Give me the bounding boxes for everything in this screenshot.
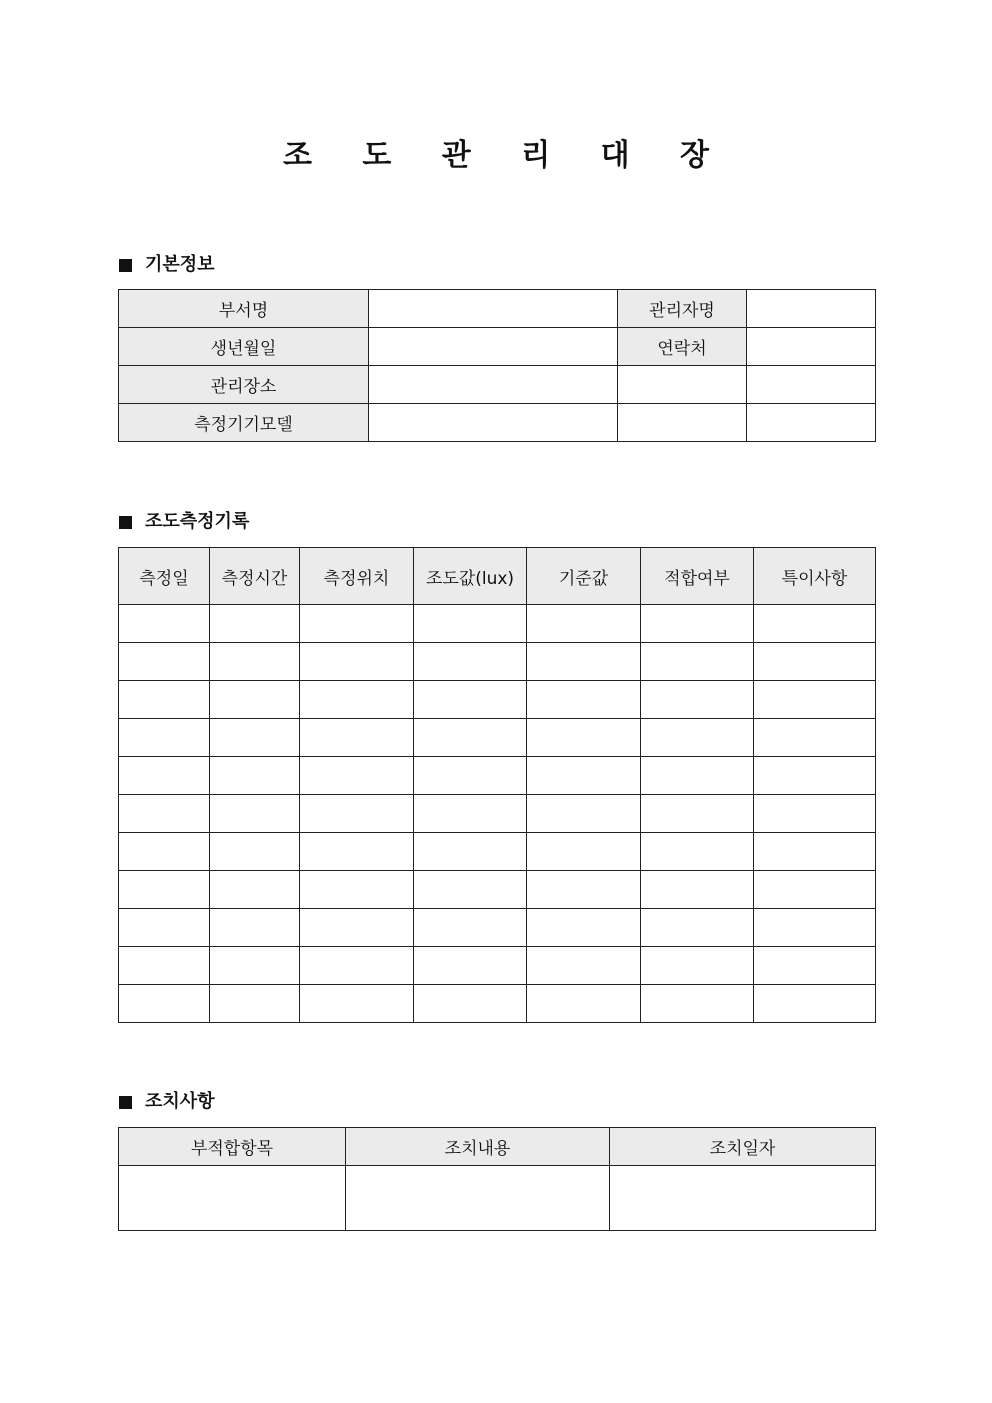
table-cell[interactable] <box>527 605 641 643</box>
table-cell[interactable] <box>119 795 210 833</box>
table-cell[interactable] <box>754 985 876 1023</box>
table-cell[interactable] <box>754 871 876 909</box>
table-cell[interactable] <box>300 985 414 1023</box>
section-measure-heading <box>119 510 249 534</box>
section-action-label: 조치사항 <box>145 1091 215 1112</box>
table-cell[interactable] <box>210 871 300 909</box>
table-cell[interactable] <box>754 719 876 757</box>
manager-value-cell[interactable] <box>747 290 876 328</box>
measure-table <box>118 547 876 1023</box>
section-basic-label: 기본정보 <box>145 254 215 275</box>
table-cell[interactable] <box>641 605 754 643</box>
table-cell[interactable] <box>754 681 876 719</box>
table-cell[interactable] <box>414 871 527 909</box>
table-row <box>119 909 876 947</box>
table-cell[interactable] <box>641 947 754 985</box>
table-cell[interactable] <box>414 757 527 795</box>
section-action-heading <box>119 1090 215 1114</box>
table-cell[interactable] <box>527 795 641 833</box>
table-cell[interactable] <box>527 833 641 871</box>
device-label: 측정기기모델 <box>119 404 369 442</box>
table-cell[interactable] <box>414 605 527 643</box>
table-cell[interactable] <box>119 947 210 985</box>
table-cell[interactable] <box>641 757 754 795</box>
column-header: 적합여부 <box>641 548 754 605</box>
table-cell[interactable] <box>754 643 876 681</box>
table-cell[interactable] <box>641 871 754 909</box>
column-header: 조치내용 <box>346 1128 610 1166</box>
table-row <box>119 681 876 719</box>
birth-label: 생년월일 <box>119 328 369 366</box>
table-row <box>119 947 876 985</box>
table-cell[interactable] <box>414 833 527 871</box>
table-cell[interactable] <box>300 757 414 795</box>
table-cell[interactable] <box>119 909 210 947</box>
page-title: 조 도 관 리 대 장 <box>282 138 730 173</box>
column-header: 부적합항목 <box>119 1128 346 1166</box>
action-table-body <box>119 1166 876 1231</box>
table-cell[interactable] <box>754 833 876 871</box>
table-cell[interactable] <box>414 795 527 833</box>
table-cell[interactable] <box>754 795 876 833</box>
square-bullet-icon <box>119 516 132 529</box>
square-bullet-icon <box>119 259 132 272</box>
table-cell[interactable] <box>210 719 300 757</box>
table-cell[interactable] <box>527 643 641 681</box>
table-cell[interactable] <box>414 643 527 681</box>
table-cell[interactable] <box>527 909 641 947</box>
table-cell[interactable] <box>414 719 527 757</box>
section-measure-label: 조도측정기록 <box>145 511 250 532</box>
table-cell[interactable] <box>641 795 754 833</box>
table-cell[interactable] <box>300 681 414 719</box>
table-row <box>119 833 876 871</box>
table-row <box>119 328 876 366</box>
place-label: 관리장소 <box>119 366 369 404</box>
table-cell[interactable] <box>300 833 414 871</box>
table-row <box>119 643 876 681</box>
measure-table-body <box>119 605 876 1023</box>
table-cell[interactable] <box>527 871 641 909</box>
table-cell[interactable] <box>210 681 300 719</box>
table-cell[interactable] <box>527 985 641 1023</box>
table-cell[interactable] <box>300 909 414 947</box>
table-cell[interactable] <box>527 757 641 795</box>
table-row <box>119 605 876 643</box>
column-header: 특이사항 <box>754 548 876 605</box>
table-cell[interactable] <box>641 833 754 871</box>
table-cell[interactable] <box>119 757 210 795</box>
table-header-row <box>119 548 876 605</box>
table-cell[interactable] <box>346 1166 610 1231</box>
table-row <box>119 1166 876 1231</box>
table-cell[interactable] <box>754 757 876 795</box>
table-row <box>119 985 876 1023</box>
table-cell[interactable] <box>641 985 754 1023</box>
place-value-cell[interactable] <box>369 366 618 404</box>
table-cell[interactable] <box>300 871 414 909</box>
column-header: 측정위치 <box>300 548 414 605</box>
manager-label: 관리자명 <box>618 290 747 328</box>
table-cell[interactable] <box>210 795 300 833</box>
table-cell[interactable] <box>300 947 414 985</box>
table-cell[interactable] <box>300 719 414 757</box>
table-cell[interactable] <box>527 719 641 757</box>
basic-info-table <box>118 289 876 442</box>
table-cell[interactable] <box>754 909 876 947</box>
table-cell[interactable] <box>414 681 527 719</box>
table-cell[interactable] <box>210 947 300 985</box>
empty-cell[interactable] <box>747 404 876 442</box>
contact-value-cell[interactable] <box>747 328 876 366</box>
table-cell[interactable] <box>210 833 300 871</box>
square-bullet-icon <box>119 1096 132 1109</box>
dept-label: 부서명 <box>119 290 369 328</box>
table-cell[interactable] <box>641 643 754 681</box>
column-header: 측정시간 <box>210 548 300 605</box>
dept-value-cell[interactable] <box>369 290 618 328</box>
empty-cell[interactable] <box>618 404 747 442</box>
table-cell[interactable] <box>210 985 300 1023</box>
table-cell[interactable] <box>119 833 210 871</box>
birth-value-cell[interactable] <box>369 328 618 366</box>
column-header: 조도값(lux) <box>414 548 527 605</box>
table-row <box>119 871 876 909</box>
table-cell[interactable] <box>527 947 641 985</box>
table-cell[interactable] <box>119 1166 346 1231</box>
table-row <box>119 366 876 404</box>
contact-label: 연락처 <box>618 328 747 366</box>
table-row <box>119 757 876 795</box>
empty-cell[interactable] <box>747 366 876 404</box>
table-cell[interactable] <box>210 643 300 681</box>
column-header: 조치일자 <box>610 1128 876 1166</box>
table-cell[interactable] <box>527 681 641 719</box>
table-cell[interactable] <box>119 643 210 681</box>
table-cell[interactable] <box>210 909 300 947</box>
table-cell[interactable] <box>210 757 300 795</box>
section-basic-heading <box>119 253 215 277</box>
table-cell[interactable] <box>641 719 754 757</box>
table-row <box>119 404 876 442</box>
table-row <box>119 719 876 757</box>
column-header: 기준값 <box>527 548 641 605</box>
table-cell[interactable] <box>754 947 876 985</box>
table-cell[interactable] <box>414 947 527 985</box>
table-cell[interactable] <box>754 605 876 643</box>
table-cell[interactable] <box>414 909 527 947</box>
empty-cell[interactable] <box>618 366 747 404</box>
table-cell[interactable] <box>300 643 414 681</box>
table-cell[interactable] <box>119 681 210 719</box>
action-table <box>118 1127 876 1231</box>
table-cell[interactable] <box>119 871 210 909</box>
table-cell[interactable] <box>300 605 414 643</box>
table-cell[interactable] <box>641 909 754 947</box>
table-cell[interactable] <box>300 795 414 833</box>
table-cell[interactable] <box>610 1166 876 1231</box>
table-row <box>119 795 876 833</box>
table-cell[interactable] <box>119 985 210 1023</box>
table-cell[interactable] <box>641 681 754 719</box>
table-header-row <box>119 1128 876 1166</box>
device-value-cell[interactable] <box>369 404 618 442</box>
table-row <box>119 290 876 328</box>
column-header: 측정일 <box>119 548 210 605</box>
table-cell[interactable] <box>119 719 210 757</box>
table-cell[interactable] <box>414 985 527 1023</box>
table-cell[interactable] <box>119 605 210 643</box>
table-cell[interactable] <box>210 605 300 643</box>
